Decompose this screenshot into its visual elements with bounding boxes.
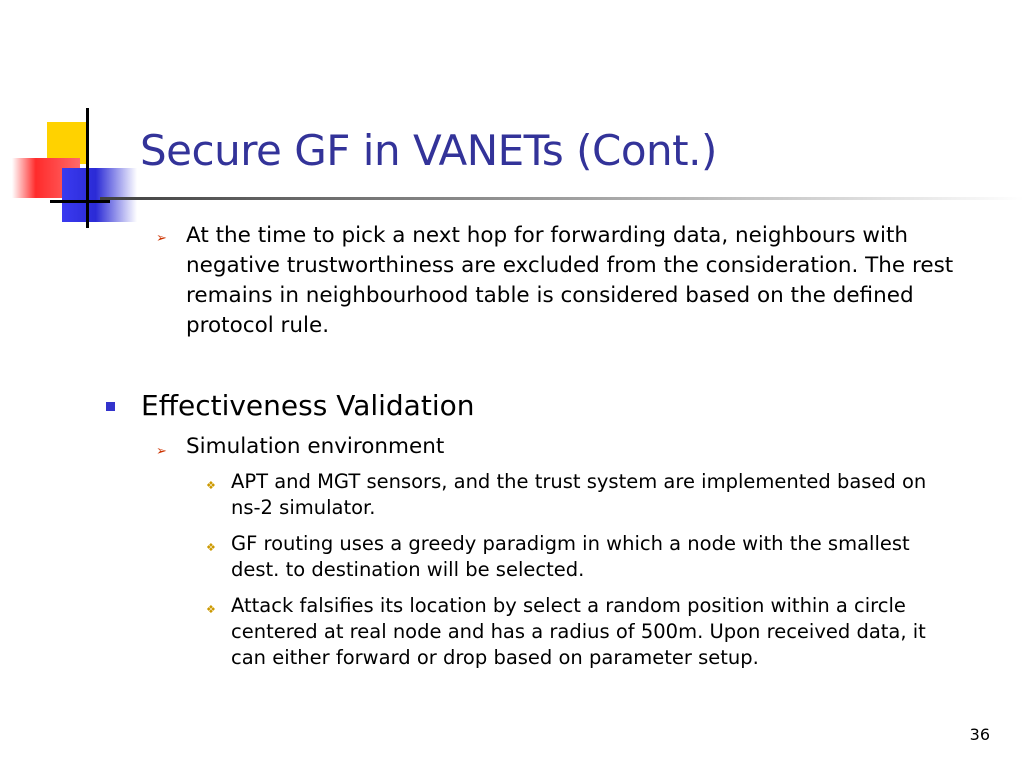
bullet-text-2 — [141, 389, 841, 423]
diamond-bullet-icon: ❖ — [206, 541, 216, 554]
logo-horizontal-line — [50, 200, 110, 203]
arrow-bullet-icon: ➢ — [156, 231, 167, 246]
logo-vertical-line — [86, 108, 89, 228]
bullet-text-3 — [186, 432, 886, 462]
diamond-bullet-icon: ❖ — [206, 479, 216, 492]
slide-logo — [0, 100, 150, 240]
slide-title: Secure GF in VANETs (Cont.) — [140, 126, 717, 175]
bullet-text-effectiveness: Effectiveness Validation — [141, 389, 475, 422]
bullet-text-attack: Attack falsifies its location by select a random position within a circle centered at real node and has a radius of 500m. Upon received data, it can either forward or drop based on parameter setup. — [231, 594, 926, 669]
logo-blue-square — [62, 168, 137, 222]
bullet-text-4 — [231, 469, 961, 521]
page-number: 36 — [969, 725, 990, 744]
bullet-text-next-hop: At the time to pick a next hop for forwarding data, neighbours with negative trustworthiness are excluded from the consideration. The rest remains in neighbourhood table is considered based on the defined protocol rule. — [186, 223, 954, 338]
square-bullet-icon — [106, 402, 115, 411]
bullet-text-6 — [231, 593, 966, 671]
bullet-text-apt-mgt: APT and MGT sensors, and the trust system are implemented based on ns-2 simulator. — [231, 470, 927, 519]
title-underline — [100, 197, 1024, 200]
bullet-text-5 — [231, 531, 961, 583]
bullet-text-simulation: Simulation environment — [186, 434, 445, 459]
arrow-bullet-icon: ➢ — [156, 444, 167, 459]
diamond-bullet-icon: ❖ — [206, 603, 216, 616]
bullet-text-gf-routing: GF routing uses a greedy paradigm in which a node with the smallest dest. to destination will be selected. — [231, 532, 910, 581]
bullet-text-1 — [186, 221, 986, 341]
